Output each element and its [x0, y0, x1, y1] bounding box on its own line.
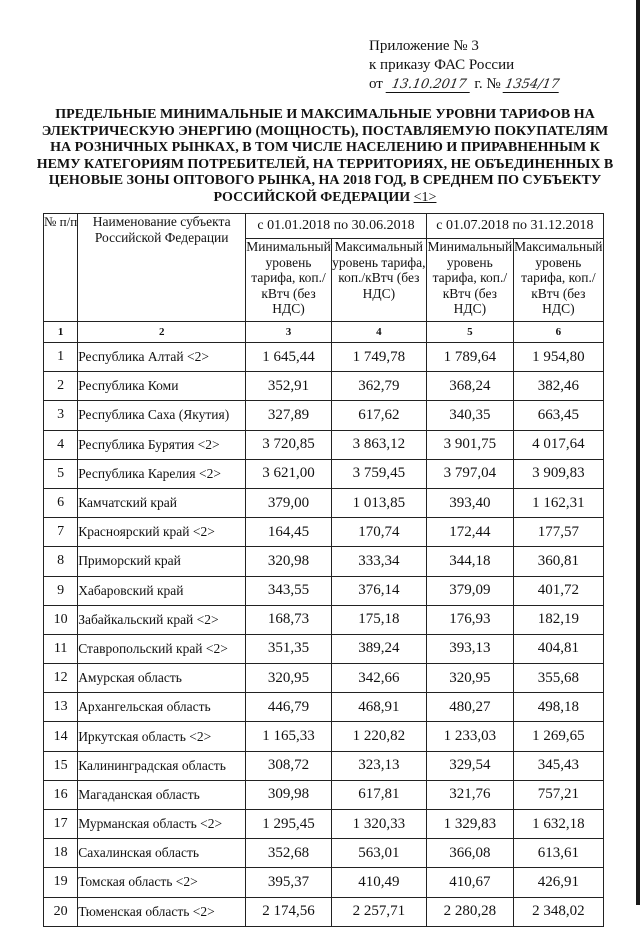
region-name: Красноярский край <2>: [78, 518, 246, 547]
row-number: 11: [44, 634, 78, 663]
column-header-period-1: с 01.01.2018 по 30.06.2018: [246, 214, 427, 239]
max-tariff-h1: 410,49: [331, 868, 426, 897]
max-tariff-h1: 2 257,71: [331, 897, 426, 926]
min-tariff-h2: 393,13: [426, 634, 513, 663]
table-row: [44, 605, 604, 634]
max-tariff-h1: 323,13: [331, 751, 426, 780]
region-name: Забайкальский край <2>: [78, 605, 246, 634]
min-tariff-h2: 344,18: [426, 547, 513, 576]
max-tariff-h1: 1 013,85: [331, 488, 426, 517]
document-title: [30, 107, 620, 206]
max-tariff-h2: 404,81: [513, 634, 603, 663]
row-number: 10: [44, 605, 78, 634]
table-row: [44, 839, 604, 868]
max-tariff-h2: 382,46: [513, 372, 603, 401]
max-tariff-h2: 182,19: [513, 605, 603, 634]
row-number: 9: [44, 576, 78, 605]
min-tariff-h2: 1 233,03: [426, 722, 513, 751]
column-index: 3: [246, 322, 332, 343]
column-header-period-2: с 01.07.2018 по 31.12.2018: [426, 214, 603, 239]
appendix-label: Приложение № 3: [369, 38, 479, 54]
footnote-link[interactable]: <1>: [413, 189, 437, 205]
min-tariff-h1: 320,95: [246, 664, 332, 693]
region-name: Хабаровский край: [78, 576, 246, 605]
min-tariff-h2: 176,93: [426, 605, 513, 634]
row-number: 19: [44, 868, 78, 897]
region-name: Камчатский край: [78, 488, 246, 517]
column-header-number: № п/п: [44, 214, 78, 322]
min-tariff-h1: 164,45: [246, 518, 332, 547]
max-tariff-h1: 1 749,78: [331, 343, 426, 372]
table-row: [44, 693, 604, 722]
table-row: [44, 722, 604, 751]
max-tariff-h1: 1 220,82: [331, 722, 426, 751]
max-tariff-h2: 1 269,65: [513, 722, 603, 751]
min-tariff-h2: 2 280,28: [426, 897, 513, 926]
min-tariff-h1: 308,72: [246, 751, 332, 780]
min-tariff-h2: 321,76: [426, 780, 513, 809]
table-row: [44, 810, 604, 839]
max-tariff-h2: 1 162,31: [513, 488, 603, 517]
row-number: 15: [44, 751, 78, 780]
column-header-min-2: Минимальный уровень тарифа, коп./кВтч (без НДС): [426, 239, 513, 322]
table-row: [44, 488, 604, 517]
date-prefix: от: [369, 76, 383, 92]
min-tariff-h2: 340,35: [426, 401, 513, 430]
min-tariff-h2: 3 797,04: [426, 459, 513, 488]
min-tariff-h1: 168,73: [246, 605, 332, 634]
min-tariff-h1: 446,79: [246, 693, 332, 722]
row-number: 3: [44, 401, 78, 430]
min-tariff-h1: 343,55: [246, 576, 332, 605]
table-row: [44, 576, 604, 605]
region-name: Республика Коми: [78, 372, 246, 401]
order-label: к приказу ФАС России: [369, 57, 515, 73]
region-name: Иркутская область <2>: [78, 722, 246, 751]
max-tariff-h2: 3 909,83: [513, 459, 603, 488]
min-tariff-h1: 351,35: [246, 634, 332, 663]
row-number: 1: [44, 343, 78, 372]
region-name: Сахалинская область: [78, 839, 246, 868]
row-number: 16: [44, 780, 78, 809]
column-index: 1: [44, 322, 78, 343]
region-name: Калининградская область: [78, 751, 246, 780]
min-tariff-h1: 395,37: [246, 868, 332, 897]
column-header-min-1: Минимальный уровень тарифа, коп./кВтч (без НДС): [246, 239, 332, 322]
min-tariff-h2: 379,09: [426, 576, 513, 605]
row-number: 12: [44, 664, 78, 693]
region-name: Томская область <2>: [78, 868, 246, 897]
row-number: 18: [44, 839, 78, 868]
max-tariff-h2: 1 954,80: [513, 343, 603, 372]
min-tariff-h1: 2 174,56: [246, 897, 332, 926]
max-tariff-h1: 1 320,33: [331, 810, 426, 839]
min-tariff-h1: 1 295,45: [246, 810, 332, 839]
max-tariff-h2: 426,91: [513, 868, 603, 897]
min-tariff-h1: 352,68: [246, 839, 332, 868]
max-tariff-h1: 389,24: [331, 634, 426, 663]
table-row: [44, 430, 604, 459]
row-number: 17: [44, 810, 78, 839]
min-tariff-h1: 3 720,85: [246, 430, 332, 459]
max-tariff-h1: 3 759,45: [331, 459, 426, 488]
column-header-max-2: Максимальный уровень тарифа, коп./кВтч (без НДС): [513, 239, 603, 322]
max-tariff-h1: 3 863,12: [331, 430, 426, 459]
min-tariff-h1: 309,98: [246, 780, 332, 809]
region-name: Тюменская область <2>: [78, 897, 246, 926]
column-header-max-1: Максимальный уровень тарифа, коп./кВтч (без НДС): [331, 239, 426, 322]
row-number: 7: [44, 518, 78, 547]
max-tariff-h2: 177,57: [513, 518, 603, 547]
region-name: Приморский край: [78, 547, 246, 576]
number-prefix: г. №: [474, 76, 501, 92]
region-name: Магаданская область: [78, 780, 246, 809]
table-row: [44, 751, 604, 780]
min-tariff-h2: 1 329,83: [426, 810, 513, 839]
row-number: 8: [44, 547, 78, 576]
min-tariff-h2: 172,44: [426, 518, 513, 547]
min-tariff-h1: 327,89: [246, 401, 332, 430]
max-tariff-h2: 1 632,18: [513, 810, 603, 839]
handwritten-number: 1354/17: [504, 77, 561, 92]
max-tariff-h1: 617,62: [331, 401, 426, 430]
region-name: Республика Алтай <2>: [78, 343, 246, 372]
column-index: 5: [426, 322, 513, 343]
table-row: [44, 547, 604, 576]
max-tariff-h2: 4 017,64: [513, 430, 603, 459]
min-tariff-h2: 1 789,64: [426, 343, 513, 372]
min-tariff-h2: 368,24: [426, 372, 513, 401]
max-tariff-h2: 345,43: [513, 751, 603, 780]
max-tariff-h2: 663,45: [513, 401, 603, 430]
max-tariff-h1: 563,01: [331, 839, 426, 868]
min-tariff-h1: 320,98: [246, 547, 332, 576]
table-row: [44, 664, 604, 693]
min-tariff-h2: 480,27: [426, 693, 513, 722]
max-tariff-h1: 617,81: [331, 780, 426, 809]
handwritten-date: 13.10.2017: [385, 77, 472, 93]
tariffs-table: [43, 213, 604, 927]
table-row: [44, 868, 604, 897]
column-index: 6: [513, 322, 603, 343]
appendix-header: [369, 37, 560, 94]
region-name: Республика Карелия <2>: [78, 459, 246, 488]
row-number: 4: [44, 430, 78, 459]
region-name: Амурская область: [78, 664, 246, 693]
region-name: Архангельская область: [78, 693, 246, 722]
max-tariff-h1: 468,91: [331, 693, 426, 722]
max-tariff-h1: 376,14: [331, 576, 426, 605]
min-tariff-h2: 329,54: [426, 751, 513, 780]
table-row: [44, 897, 604, 926]
region-name: Ставропольский край <2>: [78, 634, 246, 663]
min-tariff-h2: 410,67: [426, 868, 513, 897]
row-number: 14: [44, 722, 78, 751]
min-tariff-h1: 352,91: [246, 372, 332, 401]
min-tariff-h1: 1 645,44: [246, 343, 332, 372]
row-number: 5: [44, 459, 78, 488]
min-tariff-h2: 3 901,75: [426, 430, 513, 459]
table-row: [44, 343, 604, 372]
row-number: 6: [44, 488, 78, 517]
max-tariff-h1: 170,74: [331, 518, 426, 547]
min-tariff-h1: 3 621,00: [246, 459, 332, 488]
max-tariff-h2: 757,21: [513, 780, 603, 809]
min-tariff-h2: 366,08: [426, 839, 513, 868]
table-row: [44, 634, 604, 663]
table-row: [44, 372, 604, 401]
column-index: 2: [78, 322, 246, 343]
table-row: [44, 780, 604, 809]
max-tariff-h2: 401,72: [513, 576, 603, 605]
title-text: ПРЕДЕЛЬНЫЕ МИНИМАЛЬНЫЕ И МАКСИМАЛЬНЫЕ УРОВНИ ТАРИФОВ НА ЭЛЕКТРИЧЕСКУЮ ЭНЕРГИЮ (МОЩНОСТЬ), ПОСТАВЛЯЕМУЮ ПОКУПАТЕЛЯМ НА РОЗНИЧНЫХ РЫНКАХ, В ТОМ ЧИСЛЕ НАСЕЛЕНИЮ И ПРИРАВНЕННЫМ К НЕМУ КАТЕГОРИЯМ ПОТРЕБИТЕЛЕЙ, НА ТЕРРИТОРИЯХ, НЕ ОБЪЕДИНЕННЫХ В ЦЕНОВЫЕ ЗОНЫ ОПТОВОГО РЫНКА, НА 2018 ГОД, В СРЕДНЕМ ПО СУБЪЕКТУ РОССИЙСКОЙ ФЕДЕРАЦИИ: [36, 107, 614, 205]
min-tariff-h1: 1 165,33: [246, 722, 332, 751]
region-name: Мурманская область <2>: [78, 810, 246, 839]
row-number: 13: [44, 693, 78, 722]
column-header-name: Наименование субъекта Российской Федерации: [78, 214, 246, 322]
row-number: 2: [44, 372, 78, 401]
max-tariff-h1: 333,34: [331, 547, 426, 576]
table-row: [44, 518, 604, 547]
region-name: Республика Саха (Якутия): [78, 401, 246, 430]
min-tariff-h1: 379,00: [246, 488, 332, 517]
max-tariff-h1: 362,79: [331, 372, 426, 401]
region-name: Республика Бурятия <2>: [78, 430, 246, 459]
min-tariff-h2: 320,95: [426, 664, 513, 693]
column-index: 4: [331, 322, 426, 343]
column-index-row: [44, 322, 604, 343]
order-date-number: [369, 75, 560, 94]
max-tariff-h1: 175,18: [331, 605, 426, 634]
scan-edge: [636, 0, 640, 905]
table-row: [44, 459, 604, 488]
max-tariff-h1: 342,66: [331, 664, 426, 693]
table-row: [44, 401, 604, 430]
row-number: 20: [44, 897, 78, 926]
max-tariff-h2: 355,68: [513, 664, 603, 693]
min-tariff-h2: 393,40: [426, 488, 513, 517]
max-tariff-h2: 360,81: [513, 547, 603, 576]
max-tariff-h2: 2 348,02: [513, 897, 603, 926]
max-tariff-h2: 613,61: [513, 839, 603, 868]
max-tariff-h2: 498,18: [513, 693, 603, 722]
